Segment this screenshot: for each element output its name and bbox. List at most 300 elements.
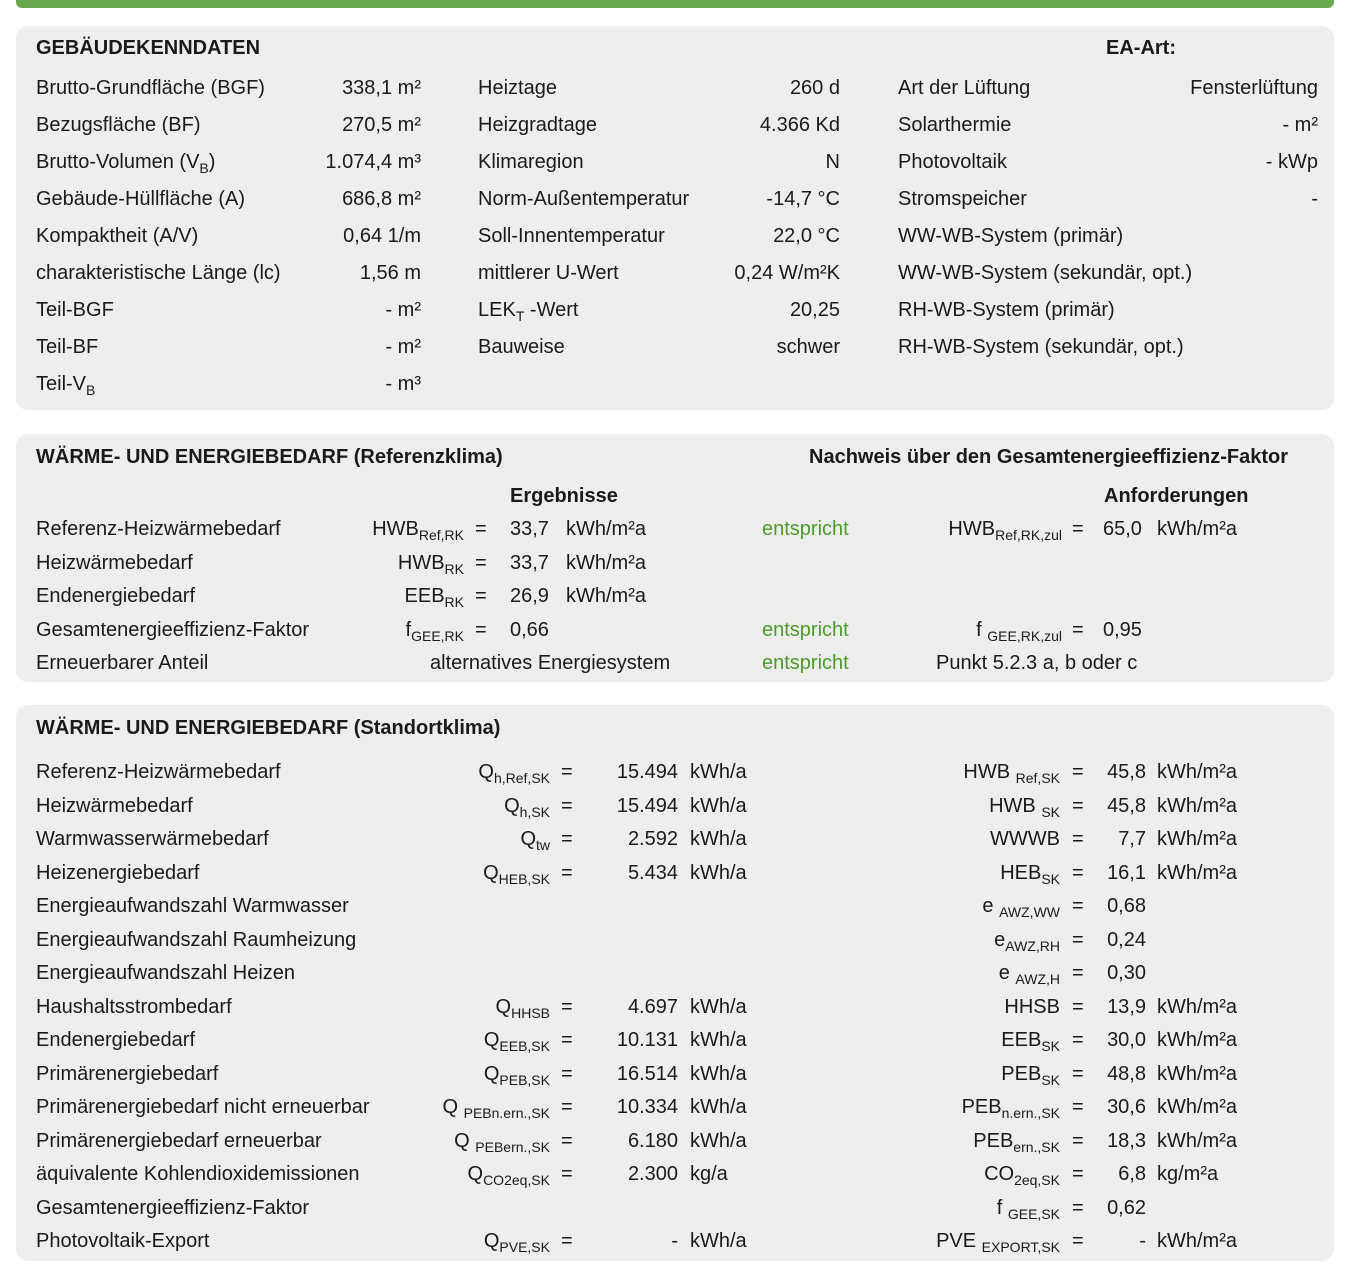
- row-equals: [561, 794, 573, 818]
- requirement-symbol: [982, 894, 1060, 918]
- data-value: [343, 224, 421, 248]
- text: PEB: [973, 1130, 1014, 1152]
- subscript: GEE,SK: [1007, 1206, 1060, 1222]
- text: Gebäude-Hüllfläche (A): [36, 188, 245, 210]
- section-title: WÄRME- UND ENERGIEBEDARF (Referenzklima): [36, 446, 503, 468]
- data-value: [766, 187, 840, 211]
- text: Heiztage: [478, 77, 557, 99]
- text: Teil-V: [36, 373, 87, 395]
- text: Warmwasserwärmebedarf: [36, 828, 269, 850]
- text: =: [561, 1163, 573, 1185]
- text: f: [976, 619, 988, 641]
- requirement-unit: [1157, 1095, 1237, 1119]
- row-label: [36, 827, 269, 851]
- text: kWh/m²a: [1157, 1029, 1237, 1051]
- text: Bezugsfläche (BF): [36, 114, 201, 136]
- requirement-symbol: [976, 618, 1062, 642]
- text: Haushaltsstrombedarf: [36, 996, 232, 1018]
- row-symbol: [405, 584, 464, 608]
- requirement-equals: [1072, 794, 1084, 818]
- requirement-equals: [1072, 961, 1084, 985]
- data-value: [826, 150, 840, 174]
- text: kWh/a: [690, 761, 747, 783]
- text: HWB: [372, 518, 419, 540]
- row-unit: [566, 584, 646, 608]
- text: 0,64 1/m: [343, 225, 421, 247]
- subscript: AWZ,WW: [999, 904, 1060, 920]
- text: =: [1072, 619, 1084, 641]
- text: LEK: [478, 299, 516, 321]
- top-accent-bar: [16, 0, 1334, 8]
- column-header-anforderungen: Anforderungen: [1104, 485, 1249, 507]
- requirement-unit: [1157, 861, 1237, 885]
- text: =: [561, 996, 573, 1018]
- row-unit: [566, 551, 646, 575]
- text: 270,5 m²: [342, 114, 421, 136]
- requirement-equals: [1072, 517, 1084, 541]
- text: N: [825, 151, 840, 173]
- text: Brutto-Grundfläche (BGF): [36, 77, 265, 99]
- row-equals: [561, 995, 573, 1019]
- row-equals: [561, 1162, 573, 1186]
- text: e: [994, 929, 1006, 951]
- requirement-equals: [1072, 928, 1084, 952]
- subscript: HHSB: [511, 1005, 550, 1021]
- text: WWWB: [990, 828, 1060, 850]
- row-value: [617, 1062, 678, 1086]
- text: 1,56 m: [359, 262, 421, 284]
- row-symbol: [483, 861, 550, 885]
- text: -14,7 °C: [766, 188, 840, 210]
- text: Punkt 5.2.3 a, b oder c: [936, 652, 1138, 674]
- text: schwer: [776, 336, 840, 358]
- text: kWh/a: [690, 795, 747, 817]
- row-label: [36, 1196, 309, 1220]
- requirement-value: [1107, 894, 1146, 918]
- data-label: [478, 298, 578, 322]
- row-equals: [561, 827, 573, 851]
- text: Heizwärmebedarf: [36, 795, 193, 817]
- requirement-symbol: [994, 928, 1060, 952]
- text: kWh/m²a: [1157, 1230, 1237, 1252]
- row-value: [628, 995, 678, 1019]
- text: - kWp: [1265, 151, 1318, 173]
- data-label: [36, 187, 245, 211]
- text: 6,8: [1118, 1163, 1146, 1185]
- subscript: SK: [1041, 1038, 1060, 1054]
- text: PEB: [961, 1096, 1002, 1118]
- text: HHSB: [1004, 996, 1060, 1018]
- text: Soll-Innentemperatur: [478, 225, 665, 247]
- row-label: [36, 1129, 322, 1153]
- row-equals: [475, 517, 487, 541]
- row-label: [36, 794, 193, 818]
- text: =: [561, 1063, 573, 1085]
- row-equals: [475, 584, 487, 608]
- text: =: [1072, 1197, 1084, 1219]
- row-unit: [690, 1162, 728, 1186]
- text: HWB: [397, 552, 445, 574]
- text: 0,30: [1107, 962, 1146, 984]
- text: =: [475, 585, 487, 607]
- text: kWh/m²a: [1157, 1096, 1237, 1118]
- row-label: [36, 1229, 209, 1253]
- text: =: [1072, 1096, 1084, 1118]
- text: EEB: [404, 585, 445, 607]
- text: Kompaktheit (A/V): [36, 225, 199, 247]
- row-value: [510, 584, 549, 608]
- data-label: [898, 261, 1192, 285]
- row-unit: [690, 861, 747, 885]
- text: Heizgradtage: [478, 114, 597, 136]
- row-unit: [690, 1028, 747, 1052]
- text: Q: [478, 761, 494, 783]
- requirement-text: [936, 651, 1137, 675]
- text: 0,24 W/m²K: [734, 262, 840, 284]
- subscript: SK: [1041, 1072, 1060, 1088]
- requirement-unit: [1157, 760, 1237, 784]
- text: =: [1072, 929, 1084, 951]
- requirement-unit: [1157, 995, 1237, 1019]
- row-label: [36, 928, 356, 952]
- requirement-value: [1103, 517, 1142, 541]
- text: =: [1072, 828, 1084, 850]
- requirement-value: [1107, 861, 1146, 885]
- text: =: [1072, 1230, 1084, 1252]
- text: 7,7: [1118, 828, 1146, 850]
- text: Solarthermie: [898, 114, 1012, 136]
- status-entspricht: [762, 517, 849, 541]
- text: -: [1139, 1230, 1146, 1252]
- text: =: [1072, 1063, 1084, 1085]
- text: 15.494: [616, 761, 678, 783]
- data-value: [342, 187, 421, 211]
- text: Primärenergiebedarf nicht erneuerbar: [36, 1096, 370, 1118]
- requirement-unit: [1157, 794, 1237, 818]
- row-label: [36, 551, 193, 575]
- subscript: PEB,SK: [499, 1072, 550, 1088]
- row-label: [36, 1095, 370, 1119]
- text: RH-WB-System (primär): [898, 299, 1115, 321]
- requirement-unit: [1157, 1129, 1237, 1153]
- text: kWh/a: [690, 828, 747, 850]
- row-symbol: [372, 517, 464, 541]
- text: 13,9: [1107, 996, 1146, 1018]
- text: charakteristische Länge (lc): [36, 262, 281, 284]
- requirement-value: [1107, 928, 1146, 952]
- text: Q: [483, 1230, 500, 1252]
- row-value: [628, 861, 678, 885]
- subscript: tw: [536, 837, 550, 853]
- requirement-symbol: [936, 1229, 1060, 1253]
- row-symbol: [442, 1095, 550, 1119]
- row-symbol: [496, 995, 550, 1019]
- row-equals: [561, 760, 573, 784]
- requirement-symbol: [997, 1196, 1060, 1220]
- text: kWh/a: [690, 1130, 747, 1152]
- text: entspricht: [762, 518, 849, 540]
- data-value: [1266, 150, 1318, 174]
- requirement-symbol: [989, 794, 1060, 818]
- row-unit: [690, 827, 747, 851]
- text: Q: [520, 828, 536, 850]
- data-label: [898, 187, 1027, 211]
- text: kWh/a: [690, 1230, 747, 1252]
- row-equals: [561, 861, 573, 885]
- requirement-unit: [1157, 1162, 1218, 1186]
- subscript: AWZ,H: [1015, 971, 1060, 987]
- requirement-unit: [1157, 1062, 1237, 1086]
- subscript: PVE,SK: [499, 1239, 550, 1255]
- text: =: [475, 552, 487, 574]
- text: - m²: [385, 299, 421, 321]
- row-label: [36, 894, 349, 918]
- data-label: [36, 261, 281, 285]
- text: - m³: [385, 373, 421, 395]
- row-symbol: [484, 1062, 550, 1086]
- row-value: [671, 1229, 678, 1253]
- text: Q: [483, 1063, 500, 1085]
- text: EEB: [1001, 1029, 1042, 1051]
- text: Energieaufwandszahl Raumheizung: [36, 929, 357, 951]
- text: HWB: [989, 795, 1042, 817]
- row-symbol: [484, 1229, 550, 1253]
- text: 10.334: [616, 1096, 678, 1118]
- text: 0,24: [1107, 929, 1146, 951]
- row-symbol: [520, 827, 550, 851]
- text: Gesamtenergieeffizienz-Faktor: [36, 619, 310, 641]
- data-value: [325, 150, 421, 174]
- text: 686,8 m²: [342, 188, 421, 210]
- requirement-value: [1107, 1062, 1146, 1086]
- row-equals: [561, 1229, 573, 1253]
- data-value: [790, 76, 840, 100]
- requirement-equals: [1072, 618, 1084, 642]
- data-value: [1190, 76, 1318, 100]
- row-unit: [690, 1129, 747, 1153]
- text: 4.697: [627, 996, 678, 1018]
- text: e: [982, 895, 1000, 917]
- subscript: RK: [444, 594, 464, 610]
- text: kWh/m²a: [1157, 518, 1237, 540]
- text: Klimaregion: [478, 151, 584, 173]
- text: =: [561, 1230, 573, 1252]
- requirement-symbol: [999, 961, 1060, 985]
- subscript: h,Ref,SK: [493, 770, 550, 786]
- row-value: [628, 1162, 678, 1186]
- text: 2.592: [627, 828, 678, 850]
- text: kWh/m²a: [1157, 1063, 1237, 1085]
- requirement-symbol: [963, 760, 1060, 784]
- row-value: [628, 827, 678, 851]
- data-label: [36, 113, 201, 137]
- text: kg/a: [690, 1163, 728, 1185]
- text: Q: [504, 795, 520, 817]
- data-label: [36, 335, 98, 359]
- section-title-right: Nachweis über den Gesamtenergieeffizienz-Faktor: [809, 446, 1289, 468]
- requirement-value: [1103, 618, 1142, 642]
- row-label: [36, 1028, 195, 1052]
- row-symbol: [398, 551, 464, 575]
- text: mittlerer U-Wert: [478, 262, 619, 284]
- text: 16.514: [616, 1063, 678, 1085]
- data-value: [760, 113, 840, 137]
- subscript: T: [515, 308, 525, 324]
- text: 20,25: [789, 299, 840, 321]
- text: 30,0: [1107, 1029, 1146, 1051]
- text: =: [1072, 996, 1084, 1018]
- text: Photovoltaik-Export: [36, 1230, 210, 1252]
- subscript: GEE,RK: [411, 628, 464, 644]
- data-label: [478, 150, 584, 174]
- row-equals: [561, 1095, 573, 1119]
- data-label: [36, 372, 95, 396]
- text: HEB: [1000, 862, 1042, 884]
- text: Energieaufwandszahl Warmwasser: [36, 895, 349, 917]
- text: kWh/a: [690, 1029, 747, 1051]
- row-unit: [690, 794, 747, 818]
- data-label: [898, 298, 1115, 322]
- subscript: SK: [1041, 871, 1060, 887]
- requirement-symbol: [973, 1129, 1060, 1153]
- row-unit: [690, 760, 747, 784]
- row-symbol: [484, 1028, 550, 1052]
- data-value: [385, 372, 421, 396]
- text: kWh/a: [690, 1096, 747, 1118]
- text: Q: [467, 1163, 484, 1185]
- text: 33,7: [510, 518, 549, 540]
- panel-referenzklima: [16, 434, 1334, 682]
- text: Primärenergiebedarf erneuerbar: [36, 1130, 322, 1152]
- row-value: [510, 517, 549, 541]
- text: 6.180: [627, 1130, 678, 1152]
- text: Referenz-Heizwärmebedarf: [36, 518, 281, 540]
- text: kWh/m²a: [566, 518, 646, 540]
- text: Heizwärmebedarf: [36, 552, 193, 574]
- text: alternatives Energiesystem: [430, 652, 671, 674]
- data-label: [478, 113, 597, 137]
- text: kWh/m²a: [1157, 996, 1237, 1018]
- requirement-equals: [1072, 760, 1084, 784]
- text: -: [1311, 188, 1318, 210]
- row-value: [628, 1129, 678, 1153]
- text: Primärenergiebedarf: [36, 1063, 219, 1085]
- text: 65,0: [1103, 518, 1142, 540]
- requirement-symbol: [984, 1162, 1060, 1186]
- data-label: [478, 224, 665, 248]
- text: kWh/m²a: [1157, 828, 1237, 850]
- text: =: [561, 1130, 573, 1152]
- subscript: CO2eq,SK: [483, 1172, 550, 1188]
- data-value: [1311, 187, 1318, 211]
- column-header-ergebnisse: Ergebnisse: [510, 485, 618, 507]
- text: RH-WB-System (sekundär, opt.): [898, 336, 1184, 358]
- subscript: HEB,SK: [498, 871, 550, 887]
- row-value: [617, 1095, 678, 1119]
- row-label: [36, 995, 232, 1019]
- text: WW-WB-System (sekundär, opt.): [898, 262, 1193, 284]
- data-label: [898, 335, 1184, 359]
- text: =: [1072, 962, 1084, 984]
- text: Referenz-Heizwärmebedarf: [36, 761, 281, 783]
- data-label: [898, 113, 1011, 137]
- requirement-equals: [1072, 1095, 1084, 1119]
- subscript: Ref,RK,zul: [995, 527, 1062, 543]
- text: kWh/m²a: [1157, 862, 1237, 884]
- text: kWh/m²a: [566, 585, 646, 607]
- requirement-unit: [1157, 827, 1237, 851]
- subscript: h,SK: [519, 804, 550, 820]
- data-value: [342, 113, 421, 137]
- text: Teil-BGF: [36, 299, 114, 321]
- text: Energieaufwandszahl Heizen: [36, 962, 296, 984]
- text: =: [1072, 1130, 1084, 1152]
- text: kWh/m²a: [1157, 795, 1237, 817]
- row-symbol: [504, 794, 550, 818]
- text: Q: [495, 996, 512, 1018]
- text: 15.494: [616, 795, 678, 817]
- subscript: EEB,SK: [499, 1038, 550, 1054]
- text: f: [405, 619, 412, 641]
- subscript: n.ern.,SK: [1001, 1105, 1060, 1121]
- requirement-value: [1107, 1095, 1146, 1119]
- text: 22,0 °C: [773, 225, 840, 247]
- requirement-equals: [1072, 1129, 1084, 1153]
- text: Q: [442, 1096, 464, 1118]
- subscript: 2eq,SK: [1014, 1172, 1060, 1188]
- row-unit: [690, 1095, 747, 1119]
- requirement-symbol: [1001, 1028, 1060, 1052]
- text: 30,6: [1107, 1096, 1146, 1118]
- data-label: [478, 76, 557, 100]
- text: =: [1072, 1163, 1084, 1185]
- text: kg/m²a: [1157, 1163, 1219, 1185]
- text: 33,7: [510, 552, 549, 574]
- row-label: [36, 1162, 360, 1186]
- subscript: RK: [444, 561, 464, 577]
- text: Stromspeicher: [898, 188, 1027, 210]
- text: Q: [483, 1029, 500, 1051]
- text: 16,1: [1107, 862, 1146, 884]
- text: =: [1072, 518, 1084, 540]
- subscript: EXPORT,SK: [981, 1239, 1060, 1255]
- data-value: [342, 76, 421, 100]
- text: entspricht: [762, 652, 849, 674]
- text: 18,3: [1107, 1130, 1146, 1152]
- row-symbol: [468, 1162, 551, 1186]
- row-unit: [690, 1229, 747, 1253]
- status-entspricht: [762, 651, 849, 675]
- row-symbol: [454, 1129, 550, 1153]
- text: kWh/a: [690, 996, 747, 1018]
- data-label: [478, 187, 689, 211]
- row-label: [36, 584, 195, 608]
- requirement-symbol: [1001, 1062, 1060, 1086]
- ea-art-label: EA-Art:: [1106, 37, 1176, 59]
- text: -: [671, 1230, 678, 1252]
- text: 338,1 m²: [342, 77, 421, 99]
- text: Endenergiebedarf: [36, 1029, 196, 1051]
- requirement-value: [1107, 1028, 1146, 1052]
- requirement-equals: [1072, 1062, 1084, 1086]
- requirement-equals: [1072, 1162, 1084, 1186]
- requirement-equals: [1072, 995, 1084, 1019]
- row-symbol: [478, 760, 550, 784]
- data-label: [898, 224, 1123, 248]
- data-label: [36, 224, 198, 248]
- text: 1.074,4 m³: [325, 151, 421, 173]
- text: =: [1072, 761, 1084, 783]
